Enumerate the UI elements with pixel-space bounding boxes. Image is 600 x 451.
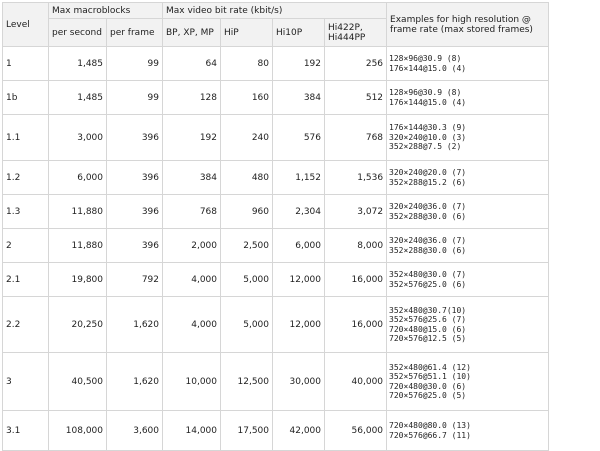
header-hip: HiP [221, 19, 273, 47]
levels-table [2, 2, 549, 451]
header-level: Level [3, 3, 49, 47]
table-row [3, 115, 549, 161]
cell-bp-xp-mp: 2,000 [163, 229, 221, 263]
example-line: 128×96@30.9 (8) [389, 88, 462, 97]
example-line: 352×288@7.5 (2) [389, 142, 462, 152]
cell-hi10p: 2,304 [273, 195, 325, 229]
cell-hi422p-hi444pp: 56,000 [325, 411, 387, 451]
cell-hi422p-hi444pp: 1,536 [325, 161, 387, 195]
table-row [3, 47, 549, 81]
cell-level: 1.1 [3, 115, 49, 161]
cell-examples [387, 115, 549, 161]
table-row [3, 81, 549, 115]
example-line: 176×144@15.0 (4) [389, 97, 467, 107]
example-line: 320×240@36.0 (7) [389, 236, 467, 245]
cell-per-second: 1,485 [49, 81, 107, 115]
cell-per-frame: 3,600 [107, 411, 163, 451]
cell-level: 1b [3, 81, 49, 115]
cell-hi10p: 192 [273, 47, 325, 81]
cell-bp-xp-mp: 768 [163, 195, 221, 229]
cell-per-second: 19,800 [49, 263, 107, 297]
table-row [3, 195, 549, 229]
example-line: 720×480@80.0 (13) [389, 421, 471, 430]
cell-hi422p-hi444pp: 768 [325, 115, 387, 161]
cell-bp-xp-mp: 4,000 [163, 263, 221, 297]
cell-bp-xp-mp: 10,000 [163, 353, 221, 411]
example-line: 352×576@25.0 (6) [389, 279, 467, 289]
cell-hip: 5,000 [221, 297, 273, 353]
table-row [3, 411, 549, 451]
cell-hi10p: 12,000 [273, 263, 325, 297]
cell-per-second: 40,500 [49, 353, 107, 411]
cell-per-frame: 99 [107, 81, 163, 115]
cell-per-frame: 792 [107, 263, 163, 297]
cell-hip: 2,500 [221, 229, 273, 263]
example-line: 176×144@15.0 (4) [389, 63, 467, 73]
example-line: 352×480@61.4 (12) [389, 362, 471, 372]
example-line: 352×288@30.0 (6) [389, 211, 467, 221]
header-bp-xp-mp: BP, XP, MP [163, 19, 221, 47]
table-row [3, 263, 549, 297]
cell-hi10p: 30,000 [273, 353, 325, 411]
example-line: 128×96@30.9 (8) [389, 54, 462, 63]
table-row [3, 353, 549, 411]
cell-hip: 240 [221, 115, 273, 161]
example-line: 352×576@25.6 (7) [389, 315, 467, 324]
example-line: 352×288@30.0 (6) [389, 245, 467, 255]
cell-per-second: 11,880 [49, 195, 107, 229]
cell-hip: 960 [221, 195, 273, 229]
cell-level: 1.2 [3, 161, 49, 195]
cell-bp-xp-mp: 4,000 [163, 297, 221, 353]
cell-per-frame: 396 [107, 115, 163, 161]
example-line: 352×480@30.0 (7) [389, 270, 467, 279]
cell-hip: 160 [221, 81, 273, 115]
example-line: 720×480@30.0 (6) [389, 381, 467, 391]
cell-per-second: 108,000 [49, 411, 107, 451]
cell-level: 3.1 [3, 411, 49, 451]
table-header [3, 3, 549, 47]
cell-examples [387, 353, 549, 411]
cell-bp-xp-mp: 128 [163, 81, 221, 115]
example-line: 720×480@15.0 (6) [389, 324, 467, 334]
table-body [3, 47, 549, 451]
cell-bp-xp-mp: 384 [163, 161, 221, 195]
table-row [3, 229, 549, 263]
cell-level: 1.3 [3, 195, 49, 229]
cell-per-frame: 1,620 [107, 297, 163, 353]
example-line: 320×240@36.0 (7) [389, 202, 467, 211]
cell-per-frame: 396 [107, 161, 163, 195]
cell-hi10p: 12,000 [273, 297, 325, 353]
example-line: 720×576@25.0 (5) [389, 391, 467, 400]
cell-per-second: 1,485 [49, 47, 107, 81]
cell-per-frame: 1,620 [107, 353, 163, 411]
cell-examples [387, 297, 549, 353]
cell-per-second: 3,000 [49, 115, 107, 161]
example-line: 320×240@10.0 (3) [389, 132, 467, 142]
cell-per-second: 11,880 [49, 229, 107, 263]
cell-hip: 80 [221, 47, 273, 81]
cell-hi10p: 1,152 [273, 161, 325, 195]
cell-examples [387, 47, 549, 81]
cell-examples [387, 195, 549, 229]
table-row [3, 297, 549, 353]
example-line: 720×576@12.5 (5) [389, 334, 467, 343]
cell-hi422p-hi444pp: 512 [325, 81, 387, 115]
cell-hi10p: 576 [273, 115, 325, 161]
header-examples: Examples for high resolution @ frame rate (max stored frames) [387, 3, 549, 47]
cell-level: 1 [3, 47, 49, 81]
cell-hip: 17,500 [221, 411, 273, 451]
cell-per-second: 20,250 [49, 297, 107, 353]
cell-bp-xp-mp: 64 [163, 47, 221, 81]
header-max-macroblocks: Max macroblocks [49, 3, 163, 19]
cell-hi10p: 384 [273, 81, 325, 115]
header-hi10p: Hi10P [273, 19, 325, 47]
cell-level: 2.1 [3, 263, 49, 297]
example-line: 176×144@30.3 (9) [389, 123, 467, 133]
cell-hi422p-hi444pp: 40,000 [325, 353, 387, 411]
header-per-second: per second [49, 19, 107, 47]
cell-hi10p: 42,000 [273, 411, 325, 451]
cell-level: 2 [3, 229, 49, 263]
cell-per-frame: 396 [107, 195, 163, 229]
cell-examples [387, 263, 549, 297]
cell-examples [387, 411, 549, 451]
cell-bp-xp-mp: 14,000 [163, 411, 221, 451]
cell-hip: 5,000 [221, 263, 273, 297]
example-line: 352×288@15.2 (6) [389, 177, 467, 187]
cell-hip: 480 [221, 161, 273, 195]
example-line: 352×576@51.1 (10) [389, 372, 471, 381]
cell-hi10p: 6,000 [273, 229, 325, 263]
example-line: 352×480@30.7(10) [389, 305, 467, 315]
cell-hi422p-hi444pp: 16,000 [325, 263, 387, 297]
header-hi422p-hi444pp: Hi422P, Hi444PP [325, 19, 387, 47]
header-max-video-bit-rate: Max video bit rate (kbit/s) [163, 3, 387, 19]
cell-bp-xp-mp: 192 [163, 115, 221, 161]
cell-hi422p-hi444pp: 256 [325, 47, 387, 81]
cell-hi422p-hi444pp: 16,000 [325, 297, 387, 353]
example-line: 720×576@66.7 (11) [389, 430, 471, 440]
cell-per-second: 6,000 [49, 161, 107, 195]
cell-hi422p-hi444pp: 3,072 [325, 195, 387, 229]
cell-hip: 12,500 [221, 353, 273, 411]
cell-per-frame: 99 [107, 47, 163, 81]
cell-level: 3 [3, 353, 49, 411]
cell-examples [387, 229, 549, 263]
cell-examples [387, 161, 549, 195]
header-per-frame: per frame [107, 19, 163, 47]
table-row [3, 161, 549, 195]
cell-examples [387, 81, 549, 115]
cell-per-frame: 396 [107, 229, 163, 263]
cell-level: 2.2 [3, 297, 49, 353]
example-line: 320×240@20.0 (7) [389, 168, 467, 177]
cell-hi422p-hi444pp: 8,000 [325, 229, 387, 263]
